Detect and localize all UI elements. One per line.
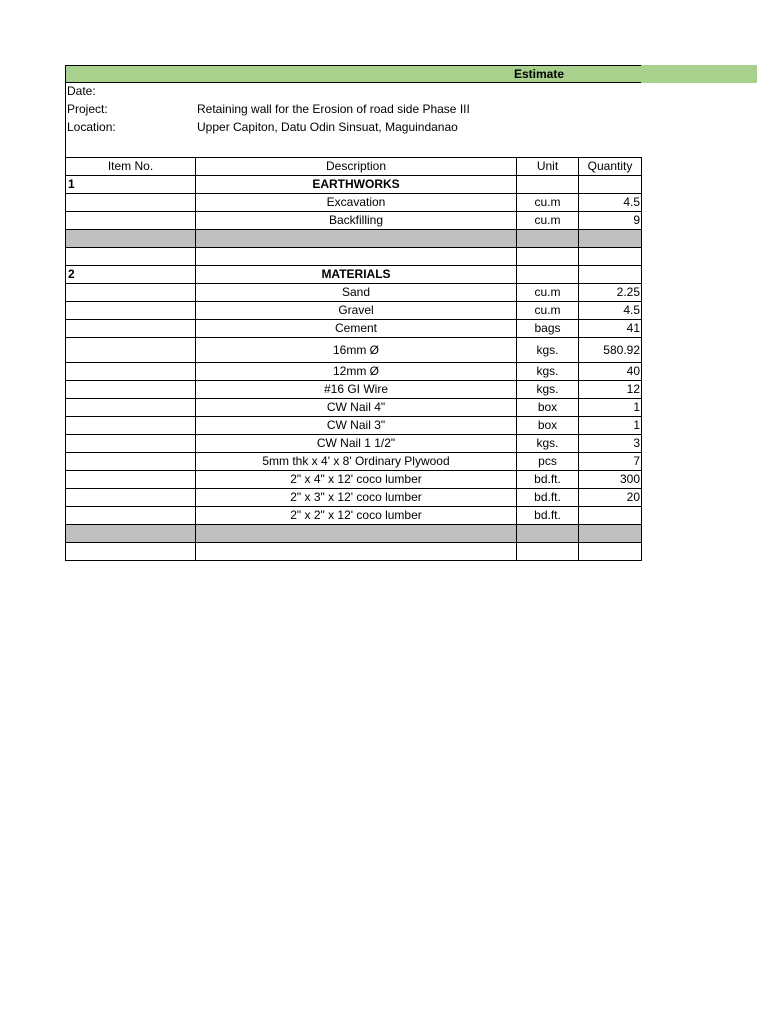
- cell-quantity: 300: [579, 471, 642, 489]
- info-value: Retaining wall for the Erosion of road side Phase III: [197, 102, 470, 116]
- cell-description: [196, 248, 517, 266]
- table-row: [66, 453, 642, 471]
- cell-item-no: [66, 507, 196, 525]
- cell-description: Gravel: [196, 302, 517, 320]
- cell-quantity: 20: [579, 489, 642, 507]
- cell-unit: [517, 525, 579, 543]
- cell-item-no: [66, 471, 196, 489]
- cell-item-no: [66, 453, 196, 471]
- cell-unit: [517, 543, 579, 561]
- cell-unit: box: [517, 417, 579, 435]
- cell-item-no: [66, 435, 196, 453]
- table-row: [66, 399, 642, 417]
- table-header-row: [66, 158, 642, 176]
- cell-item-no: [66, 230, 196, 248]
- table-row: [66, 417, 642, 435]
- cell-item-no: [66, 489, 196, 507]
- estimate-table: [65, 157, 642, 561]
- cell-unit: cu.m: [517, 212, 579, 230]
- cell-unit: bd.ft.: [517, 507, 579, 525]
- table-row: [66, 543, 642, 561]
- cell-item-no: [66, 338, 196, 363]
- cell-unit: cu.m: [517, 284, 579, 302]
- info-label: Date:: [67, 84, 96, 98]
- table-row: [66, 489, 642, 507]
- cell-quantity: [579, 543, 642, 561]
- cell-quantity: 4.5: [579, 194, 642, 212]
- cell-unit: bags: [517, 320, 579, 338]
- cell-unit: bd.ft.: [517, 489, 579, 507]
- table-row: [66, 381, 642, 399]
- cell-item-no: [66, 381, 196, 399]
- cell-quantity: [579, 525, 642, 543]
- cell-quantity: 12: [579, 381, 642, 399]
- table-row: [66, 435, 642, 453]
- table-row: [66, 363, 642, 381]
- cell-unit: [517, 248, 579, 266]
- cell-description: 2" x 2" x 12' coco lumber: [196, 507, 517, 525]
- cell-quantity: [579, 266, 642, 284]
- cell-unit: kgs.: [517, 363, 579, 381]
- cell-item-no: [66, 320, 196, 338]
- cell-quantity: [579, 176, 642, 194]
- cell-description: [196, 525, 517, 543]
- cell-unit: kgs.: [517, 338, 579, 363]
- cell-quantity: [579, 507, 642, 525]
- cell-item-no: [66, 212, 196, 230]
- table-row: [66, 302, 642, 320]
- info-label: Location:: [67, 120, 116, 134]
- cell-item-no: [66, 399, 196, 417]
- cell-description: Cement: [196, 320, 517, 338]
- cell-item-no: [66, 417, 196, 435]
- estimate-sheet: [65, 65, 641, 561]
- table-row: [66, 248, 642, 266]
- cell-quantity: 9: [579, 212, 642, 230]
- cell-quantity: [579, 230, 642, 248]
- cell-item-no: [66, 194, 196, 212]
- cell-unit: cu.m: [517, 302, 579, 320]
- cell-unit: bd.ft.: [517, 471, 579, 489]
- cell-quantity: 1: [579, 399, 642, 417]
- cell-item-no: [66, 302, 196, 320]
- title-band-extension: [641, 65, 757, 83]
- cell-description: Excavation: [196, 194, 517, 212]
- header-item-no: Item No.: [66, 158, 196, 176]
- cell-description: [196, 230, 517, 248]
- cell-description: EARTHWORKS: [196, 176, 517, 194]
- cell-quantity: 580.92: [579, 338, 642, 363]
- table-row: [66, 266, 642, 284]
- table-row: [66, 284, 642, 302]
- table-row: [66, 320, 642, 338]
- cell-quantity: [579, 248, 642, 266]
- cell-item-no: [66, 284, 196, 302]
- cell-description: Backfilling: [196, 212, 517, 230]
- cell-description: 16mm Ø: [196, 338, 517, 363]
- table-row: [66, 212, 642, 230]
- cell-unit: [517, 266, 579, 284]
- cell-unit: [517, 176, 579, 194]
- cell-description: CW Nail 1 1/2": [196, 435, 517, 453]
- table-row: [66, 471, 642, 489]
- cell-description: #16 GI Wire: [196, 381, 517, 399]
- cell-description: CW Nail 4": [196, 399, 517, 417]
- cell-quantity: 1: [579, 417, 642, 435]
- cell-quantity: 40: [579, 363, 642, 381]
- title-band: [65, 65, 641, 83]
- cell-quantity: 4.5: [579, 302, 642, 320]
- header-quantity: Quantity: [579, 158, 642, 176]
- cell-description: MATERIALS: [196, 266, 517, 284]
- info-label: Project:: [67, 102, 108, 116]
- table-row: [66, 230, 642, 248]
- cell-description: 2" x 4" x 12' coco lumber: [196, 471, 517, 489]
- cell-unit: [517, 230, 579, 248]
- cell-quantity: 7: [579, 453, 642, 471]
- cell-item-no: [66, 525, 196, 543]
- header-description: Description: [196, 158, 517, 176]
- cell-unit: box: [517, 399, 579, 417]
- cell-description: [196, 543, 517, 561]
- cell-unit: cu.m: [517, 194, 579, 212]
- cell-quantity: 41: [579, 320, 642, 338]
- cell-description: 5mm thk x 4' x 8' Ordinary Plywood: [196, 453, 517, 471]
- cell-description: 12mm Ø: [196, 363, 517, 381]
- cell-unit: pcs: [517, 453, 579, 471]
- cell-item-no: [66, 248, 196, 266]
- cell-unit: kgs.: [517, 381, 579, 399]
- table-row: [66, 507, 642, 525]
- header-unit: Unit: [517, 158, 579, 176]
- cell-item-no: [66, 543, 196, 561]
- cell-description: CW Nail 3": [196, 417, 517, 435]
- sheet-title: Estimate: [514, 67, 565, 81]
- cell-unit: kgs.: [517, 435, 579, 453]
- table-row: [66, 176, 642, 194]
- cell-quantity: 3: [579, 435, 642, 453]
- cell-item-no: 1: [66, 176, 196, 194]
- cell-quantity: 2.25: [579, 284, 642, 302]
- cell-item-no: 2: [66, 266, 196, 284]
- table-row: [66, 525, 642, 543]
- table-row: [66, 194, 642, 212]
- cell-item-no: [66, 363, 196, 381]
- cell-description: Sand: [196, 284, 517, 302]
- cell-description: 2" x 3" x 12' coco lumber: [196, 489, 517, 507]
- info-value: Upper Capiton, Datu Odin Sinsuat, Maguindanao: [197, 120, 458, 134]
- table-row: [66, 338, 642, 363]
- project-info: [65, 83, 641, 157]
